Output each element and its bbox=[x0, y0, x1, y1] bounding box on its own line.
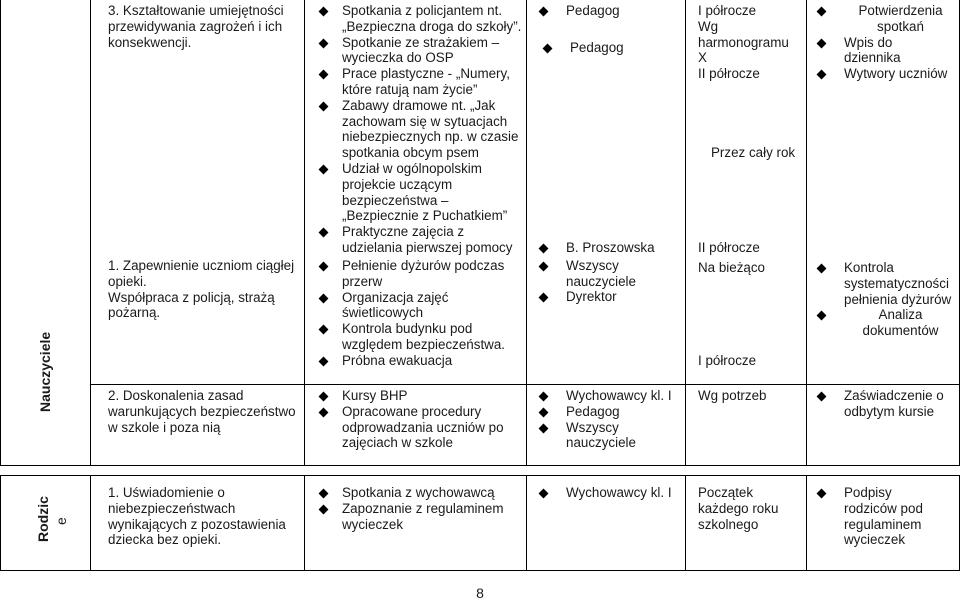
page-number: 8 bbox=[476, 585, 484, 601]
list-item: Wpis do dziennika bbox=[844, 35, 957, 67]
list-item: Pełnienie dyżurów podczas przerw bbox=[342, 258, 522, 290]
goal-text: 1. Zapewnienie uczniom ciągłej opieki. Współpraca z policją, strażą pożarną. bbox=[108, 258, 295, 321]
list-item: Potwierdzenia spotkań bbox=[844, 3, 957, 35]
table-border-bottom bbox=[0, 465, 960, 466]
table-divider bbox=[526, 475, 527, 570]
list-item: Organizacja zajęć świetlicowych bbox=[342, 290, 522, 322]
list-item: Zabawy dramowe nt. „Jak zachowam się w sytuacjach niebezpiecznych np. w czasie spotkania obcym psem bbox=[342, 98, 522, 161]
list-item: Udział w ogólnopolskim projekcie uczącym bezpieczeństwa – „Bezpiecznie z Puchatkiem” bbox=[342, 161, 522, 224]
list-item: Podpisy rodziców pod regulaminem wycieczek bbox=[844, 485, 957, 548]
list-item: Spotkania z policjantem nt. bbox=[342, 3, 522, 19]
responsible-list bbox=[566, 388, 684, 451]
list-item: Praktyczne zajęcia z udzielania pierwszej pomocy bbox=[342, 224, 522, 256]
list-item: Pedagog bbox=[566, 404, 684, 420]
tasks-list bbox=[342, 388, 522, 451]
table-border-bottom bbox=[0, 570, 960, 571]
evaluation-list bbox=[844, 485, 957, 548]
row-header-teachers: Nauczyciele bbox=[37, 331, 53, 412]
list-item: Wszyscy nauczyciele bbox=[566, 420, 684, 452]
evaluation-list bbox=[844, 3, 957, 82]
list-item: Wytwory uczniów bbox=[844, 66, 957, 82]
responsible-list bbox=[566, 485, 684, 501]
list-item: Analiza dokumentów bbox=[844, 307, 957, 339]
time-text: Początek każdego roku szkolnego bbox=[698, 485, 779, 532]
list-item: Zapoznanie z regulaminem wycieczek bbox=[342, 501, 522, 533]
table-border-left bbox=[0, 475, 1, 570]
list-item: Kursy BHP bbox=[342, 388, 522, 404]
table-divider bbox=[685, 475, 686, 570]
table-divider bbox=[806, 475, 807, 570]
goal-text: 3. Kształtowanie umiejętności przewidywania zagrożeń i ich konsekwencji. bbox=[108, 3, 284, 50]
evaluation-list bbox=[844, 388, 957, 420]
goal-text: 2. Doskonalenia zasad warunkujących bezpieczeństwo w szkole i poza nią bbox=[108, 388, 296, 435]
list-item: B. Proszowska bbox=[566, 240, 681, 256]
table-divider bbox=[304, 0, 305, 465]
responsible-list bbox=[566, 3, 681, 56]
responsible-list bbox=[566, 240, 681, 305]
table-divider bbox=[526, 0, 527, 465]
row-header-parents: Rodzic bbox=[35, 496, 51, 542]
list-item: Opracowane procedury odprowadzania uczniów po zajęciach w szkole bbox=[342, 404, 522, 451]
tasks-list bbox=[342, 258, 522, 369]
table-divider bbox=[685, 0, 686, 465]
list-item: „Bezpieczna droga do szkoły”. bbox=[342, 18, 522, 34]
list-item: Wychowawcy kl. I bbox=[566, 388, 684, 404]
evaluation-list bbox=[844, 260, 957, 339]
time-text: Przez cały rok bbox=[711, 145, 796, 160]
list-item: Pedagog bbox=[566, 3, 681, 19]
list-item: Kontrola systematyczności pełnienia dyżurów bbox=[844, 260, 957, 307]
table-divider bbox=[90, 0, 91, 465]
time-text: Wg potrzeb bbox=[698, 388, 767, 403]
list-item: Wszyscy nauczyciele bbox=[566, 258, 681, 290]
list-item: Spotkanie ze strażakiem – wycieczka do OSP bbox=[342, 35, 522, 67]
list-item: Zaświadczenie o odbytym kursie bbox=[844, 388, 957, 420]
tasks-list bbox=[342, 3, 522, 256]
table-divider bbox=[304, 475, 305, 570]
time-text: I półrocze bbox=[698, 353, 757, 368]
list-item: Dyrektor bbox=[566, 289, 681, 305]
list-item: Próbna ewakuacja bbox=[342, 353, 522, 369]
table-border-left bbox=[0, 0, 1, 465]
list-item: Prace plastyczne - „Numery, które ratują nam życie” bbox=[342, 66, 522, 98]
row-header-parents-wrap: e bbox=[53, 517, 69, 525]
goal-text: 1. Uświadomienie o niebezpieczeństwach wynikających z pozostawienia dziecka bez opieki. bbox=[108, 485, 286, 548]
table-divider bbox=[90, 384, 960, 385]
list-item: Pedagog bbox=[570, 40, 681, 56]
list-item: Kontrola budynku pod względem bezpieczeństwa. bbox=[342, 321, 522, 353]
list-item: Spotkania z wychowawcą bbox=[342, 485, 522, 501]
table-divider bbox=[90, 475, 91, 570]
table-divider bbox=[806, 0, 807, 465]
time-text: I półrocze Wg harmonogramu X II półrocze bbox=[698, 3, 789, 82]
table-border-top bbox=[0, 475, 960, 476]
list-item: Wychowawcy kl. I bbox=[566, 485, 684, 501]
time-text: Na bieżąco bbox=[698, 260, 765, 275]
time-text: II półrocze bbox=[698, 240, 760, 255]
tasks-list bbox=[342, 485, 522, 532]
